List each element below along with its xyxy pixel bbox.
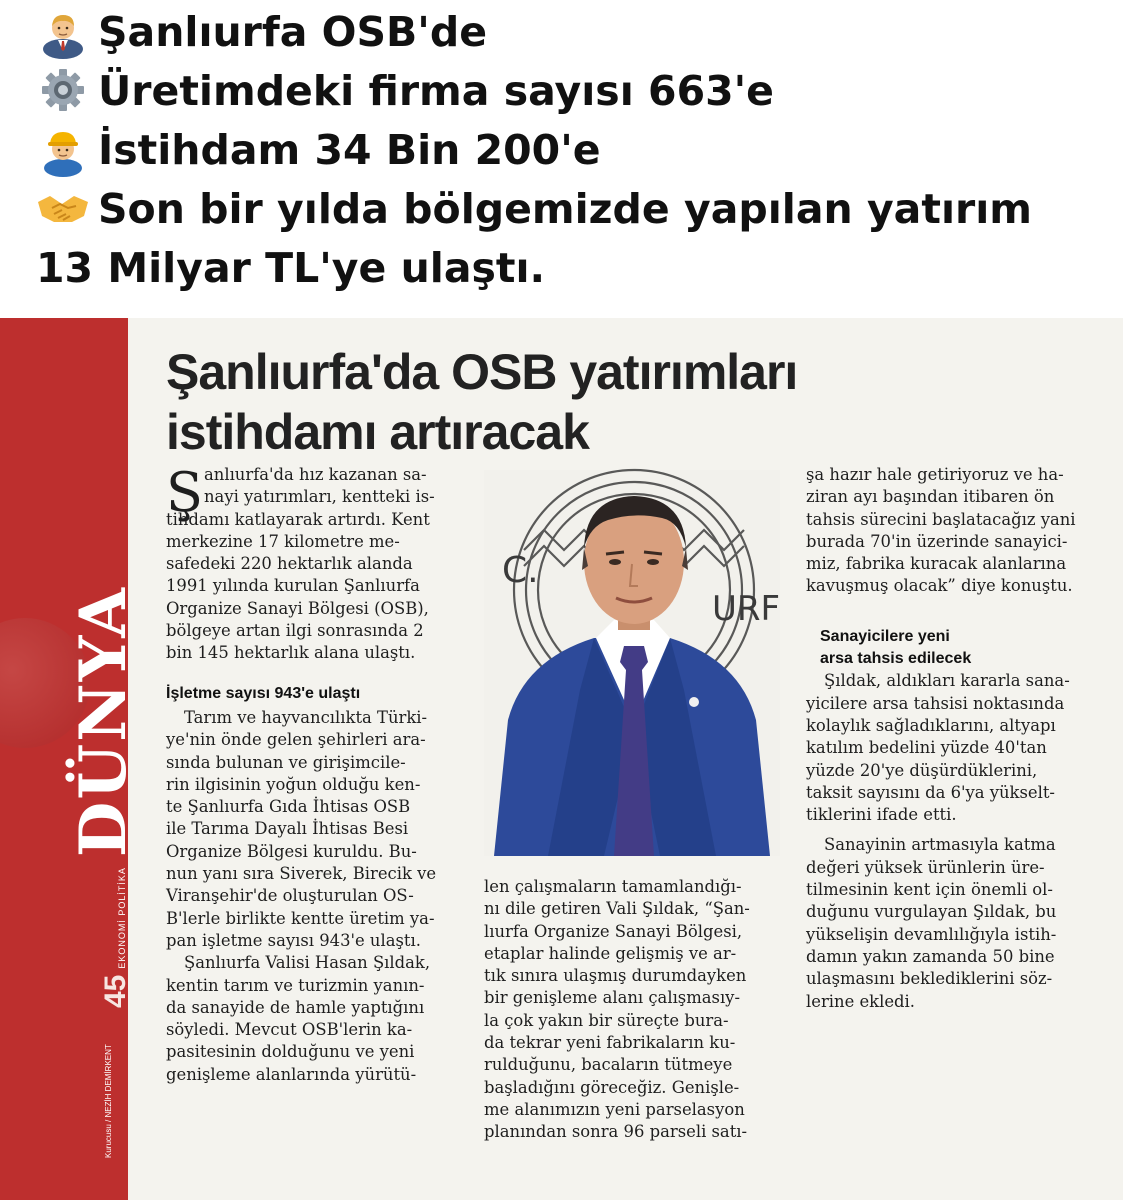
- newspaper-side-note: Kurucusu / NEZİH DEMİRKENT: [104, 1044, 113, 1158]
- article-text-line: da tekrar yeni fabrikaların ku-: [484, 1033, 736, 1053]
- article-text-line: bin 145 hektarlık alana ulaştı.: [166, 643, 416, 663]
- article-text-line: katılım bedelini yüzde 40'tan: [806, 738, 1047, 758]
- article-text-line: taksit sayısını da 6'ya yükselt-: [806, 782, 1055, 802]
- newspaper-clipping: [0, 318, 1123, 1200]
- article-text-line: anlıurfa'da hız kazanan sa-: [204, 465, 427, 484]
- article-column-3: [806, 464, 1106, 1013]
- article-text-line: ile Tarıma Dayalı İhtisas Besi: [166, 819, 409, 839]
- article-text-line: yükselişin devamlılığıyla istih-: [806, 924, 1057, 944]
- article-text-line: Organize Bölgesi kuruldu. Bu-: [166, 841, 417, 861]
- article-text-line: tahsis sürecini başlatacağız yani: [806, 509, 1076, 529]
- post-line-5: [36, 244, 545, 292]
- post-line-4: [36, 185, 1032, 234]
- article-text-line: burada 70'in üzerinde sanayici-: [806, 531, 1068, 551]
- article-text-line: ziran ayı başından itibaren ön: [806, 487, 1055, 507]
- article-text-line: değeri yüksek ürünlerin üre-: [806, 857, 1045, 877]
- construction-worker-icon: [36, 127, 90, 171]
- article-headline-line-2: istihdamı artıracak: [166, 404, 589, 460]
- article-text-line: miz, fabrika kuracak alanlarına: [806, 554, 1067, 574]
- article-text-line: kolaylık sağladıklarını, altyapı: [806, 715, 1056, 735]
- post-line-text: Şanlıurfa OSB'de: [98, 8, 488, 56]
- article-text-line: da sanayide de hamle yaptığını: [166, 997, 425, 1017]
- article-text-line: safedeki 220 hektarlık alanda: [166, 554, 413, 574]
- article-text-line: kentin tarım ve turizmin yanın-: [166, 975, 425, 995]
- article-text-line: kavuşmuş olacak” diye konuştu.: [806, 576, 1073, 596]
- article-text-line: yicilere arsa tahsisi noktasında: [806, 693, 1065, 713]
- article-text-line: ulaşmasını beklediklerini söz-: [806, 969, 1053, 989]
- article-subheading: Sanayicilere yeni: [820, 627, 950, 645]
- article-text-line: la çok yakın bir süreçte bura-: [484, 1010, 729, 1030]
- article-text-line: başladığını göreceğiz. Genişle-: [484, 1077, 740, 1097]
- article-text-line: te Şanlıurfa Gıda İhtisas OSB: [166, 797, 411, 817]
- article-text-line: Şıldak, aldıkları kararla sana-: [824, 671, 1070, 691]
- post-line-text: 13 Milyar TL'ye ulaştı.: [36, 244, 546, 292]
- portrait-image: [484, 470, 780, 856]
- post-line-text: İstihdam 34 Bin 200'e: [98, 126, 601, 174]
- article-text-line: rulduğunu, bacaların tütmeye: [484, 1055, 733, 1075]
- article-text-line: B'lerle birlikte kentte üretim ya-: [166, 908, 435, 928]
- article-text-line: 1991 yılında kurulan Şanlıurfa: [166, 576, 420, 596]
- article-text-line: bir genişleme alanı çalışmasıy-: [484, 988, 740, 1008]
- article-column-1: [166, 461, 466, 1086]
- article-text-line: Şanlıurfa Valisi Hasan Şıldak,: [184, 953, 431, 973]
- article-text-line: [166, 665, 466, 679]
- article-text-line: tihdamı katlayarak artırdı. Kent: [166, 509, 430, 529]
- newspaper-tagline: EKONOMİ POLİTİKA: [117, 867, 127, 969]
- article-text-line: söyledi. Mevcut OSB'lerin ka-: [166, 1020, 413, 1040]
- newspaper-logo: DÜNYA: [66, 586, 141, 858]
- article-text-line: pan işletme sayısı 943'e ulaştı.: [166, 930, 421, 950]
- article-text-line: tık sınıra ulaşmış durumdayken: [484, 966, 747, 986]
- post-line-1: [36, 8, 487, 57]
- article-text-line: damın yakın zamanda 50 bine: [806, 946, 1055, 966]
- article-text-line: bölgeye artan ilgi sonrasında 2: [166, 621, 424, 641]
- newspaper-masthead: [66, 586, 141, 1008]
- article-text-line: Sanayinin artmasıyla katma: [824, 835, 1056, 855]
- article-text-line: şa hazır hale getiriyoruz ve ha-: [806, 465, 1064, 484]
- handshake-icon: [36, 186, 90, 230]
- article-text-line: nun yanı sıra Siverek, Birecik ve: [166, 864, 437, 884]
- post-line-3: [36, 126, 601, 175]
- article-text-line: duğunu vurgulayan Şıldak, bu: [806, 902, 1057, 922]
- article-text-line: lıurfa Organize Sanayi Bölgesi,: [484, 921, 743, 941]
- article-text-line: Organize Sanayi Bölgesi (OSB),: [166, 598, 429, 618]
- article-text-line: ye'nin önde gelen şehirleri ara-: [166, 730, 426, 750]
- article-text-line: Tarım ve hayvancılıkta Türki-: [184, 707, 428, 727]
- article-text-line: nayi yatırımları, kentteki is-: [204, 487, 435, 507]
- post-line-2: [36, 67, 774, 116]
- article-text-line: planından sonra 96 parseli satı-: [484, 1122, 748, 1142]
- article-headline-line-1: Şanlıurfa'da OSB yatırımları: [166, 344, 798, 400]
- article-text-line: merkezine 17 kilometre me-: [166, 531, 400, 551]
- newspaper-age: 45: [99, 974, 132, 1008]
- post-line-text: Üretimdeki firma sayısı 663'e: [98, 67, 774, 115]
- article-text-line: lerine ekledi.: [806, 991, 916, 1011]
- article-text-line: yüzde 20'ye düşürdüklerini,: [806, 760, 1038, 780]
- article-text-line: genişleme alanlarında yürütü-: [166, 1064, 417, 1084]
- article-text-line: pasitesinin dolduğunu ve yeni: [166, 1042, 415, 1062]
- businessman-icon: [36, 9, 90, 53]
- article-text-line: rin ilgisinin yoğun olduğu ken-: [166, 774, 421, 794]
- article-text-line: Viranşehir'de oluşturulan OS-: [166, 886, 414, 906]
- article-subheading: arsa tahsis edilecek: [820, 650, 972, 668]
- article-text-line: me alanımızın yeni parselasyon: [484, 1099, 745, 1119]
- article-text-line: sında bulunan ve girişimcile-: [166, 752, 406, 772]
- sign-letters-right: URF: [712, 589, 781, 629]
- article-photo: [484, 470, 780, 856]
- article-text-line: len çalışmaların tamamlandığı-: [484, 877, 742, 896]
- article-text-line: tiklerini ifade etti.: [806, 805, 957, 825]
- newspaper-sidebar: [0, 318, 141, 1200]
- post-header: [0, 0, 1123, 300]
- post-line-text: Son bir yılda bölgemizde yapılan yatırım: [98, 185, 1032, 233]
- article-column-2: [484, 876, 784, 1144]
- article-text-line: nı dile getiren Vali Şıldak, “Şan-: [484, 899, 750, 919]
- article-text-line: etaplar halinde gelişmiş ve ar-: [484, 943, 737, 963]
- sign-letters-left: C.: [502, 550, 539, 591]
- article-dropcap: Ş: [166, 461, 203, 524]
- article-text-line: tilmesinin kent için önemli ol-: [806, 880, 1053, 900]
- article-subheading: İşletme sayısı 943'e ulaştı: [166, 684, 361, 702]
- gear-icon: [36, 68, 90, 112]
